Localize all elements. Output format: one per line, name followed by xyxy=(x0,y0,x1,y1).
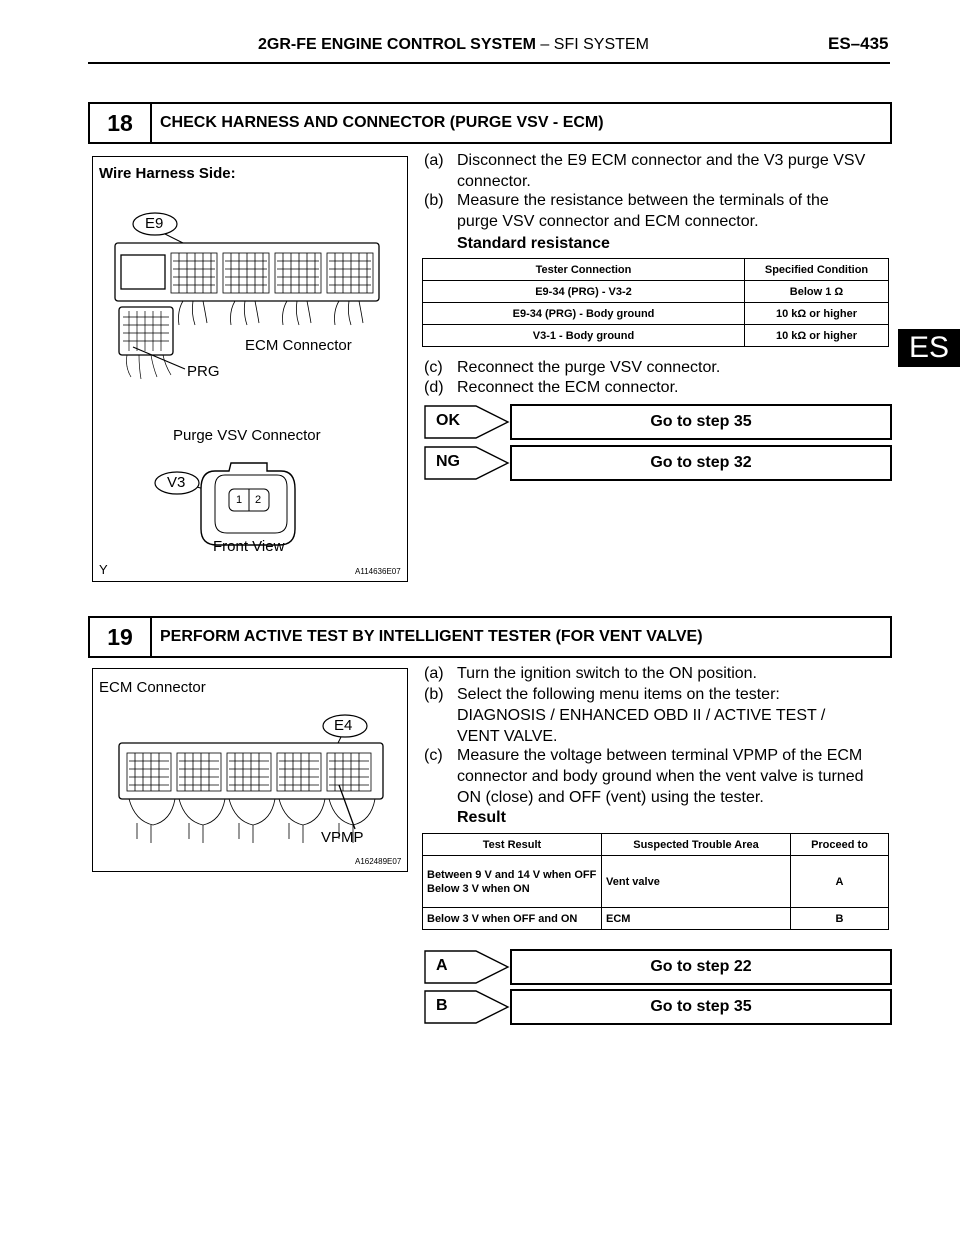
instruction-label: (c) xyxy=(424,359,443,376)
section-tab: ES xyxy=(898,329,960,367)
table-cell xyxy=(423,856,602,908)
standard-resistance-label: Standard resistance xyxy=(457,235,610,252)
instruction-label: (d) xyxy=(424,379,444,396)
header-separator: – xyxy=(540,36,550,53)
instruction-text: Disconnect the E9 ECM connector and the V3 purge VSV connector. xyxy=(457,152,866,190)
outcome-a-label: A xyxy=(436,957,448,974)
go-to-step-35-button[interactable]: Go to step 35 xyxy=(510,404,892,440)
table-cell: E9-34 (PRG) - V3-2 xyxy=(423,281,745,303)
purge-vsv-connector-label: Purge VSV Connector xyxy=(173,427,321,444)
instruction-text: Measure the resistance between the terminals of the purge VSV connector and ECM connector. xyxy=(457,192,829,230)
table-header: Tester Connection xyxy=(423,259,745,281)
step-19-title: PERFORM ACTIVE TEST BY INTELLIGENT TESTER (FOR VENT VALVE) xyxy=(160,628,703,645)
e4-label: E4 xyxy=(334,717,353,734)
step-18-header xyxy=(88,102,892,144)
header-subtitle: SFI SYSTEM xyxy=(553,36,649,53)
instruction-label: (a) xyxy=(424,665,444,682)
result-label: Result xyxy=(457,809,506,826)
step-19-number: 19 xyxy=(90,618,152,656)
table-cell: Below 1 Ω xyxy=(745,281,889,303)
v3-label: V3 xyxy=(167,474,186,491)
figure-heading: ECM Connector xyxy=(99,679,206,696)
figure-corner-mark: Y xyxy=(99,562,108,577)
figure-heading: Wire Harness Side: xyxy=(99,165,236,182)
table-cell: Below 3 V when OFF and ON xyxy=(423,908,602,930)
step-18-instruction-d xyxy=(424,377,864,398)
table-cell: ECM xyxy=(602,908,791,930)
resistance-table xyxy=(422,258,889,347)
outcome-b-label: B xyxy=(436,997,448,1014)
instruction-label: (c) xyxy=(424,747,443,764)
front-view-label: Front View xyxy=(213,538,285,555)
table-cell: V3-1 - Body ground xyxy=(423,325,745,347)
page-number: ES–435 xyxy=(828,34,889,53)
go-to-step-35-button[interactable]: Go to step 35 xyxy=(510,989,892,1025)
go-to-step-32-button[interactable]: Go to step 32 xyxy=(510,445,892,481)
table-cell-line: Below 3 V when ON xyxy=(427,882,530,895)
result-table xyxy=(422,833,889,930)
instruction-text: Reconnect the ECM connector. xyxy=(457,379,679,396)
figure-code: A162489E07 xyxy=(355,857,402,866)
instruction-text: Measure the voltage between terminal VPMP of the ECM connector and body ground when the vent valve is turned ON (close) and OFF (vent) using the tester. xyxy=(457,747,864,806)
pin-2-label: 2 xyxy=(255,494,262,506)
step-18-title: CHECK HARNESS AND CONNECTOR (PURGE VSV - ECM) xyxy=(160,114,604,131)
table-cell: Vent valve xyxy=(602,856,791,908)
table-cell: 10 kΩ or higher xyxy=(745,303,889,325)
step-18-instruction-c xyxy=(424,357,864,378)
harness-diagram xyxy=(93,157,407,581)
instruction-label: (b) xyxy=(424,686,444,703)
instruction-label: (a) xyxy=(424,152,444,169)
prg-label: PRG xyxy=(187,363,220,380)
table-header: Suspected Trouble Area xyxy=(602,834,791,856)
table-cell: A xyxy=(791,856,889,908)
table-header: Proceed to xyxy=(791,834,889,856)
header-rule xyxy=(88,62,890,64)
pin-1-label: 1 xyxy=(236,494,243,506)
step-19-header xyxy=(88,616,892,658)
table-header: Test Result xyxy=(423,834,602,856)
running-header xyxy=(258,36,649,54)
figure-wire-harness xyxy=(92,156,408,582)
instruction-text: Select the following menu items on the tester: DIAGNOSIS / ENHANCED OBD II / ACTIVE TEST / VENT VALVE. xyxy=(457,686,826,745)
header-title: 2GR-FE ENGINE CONTROL SYSTEM xyxy=(258,36,536,53)
table-cell-line: Between 9 V and 14 V when OFF xyxy=(427,868,597,881)
e9-label: E9 xyxy=(145,215,164,232)
table-cell: 10 kΩ or higher xyxy=(745,325,889,347)
outcome-ng-label: NG xyxy=(436,453,460,470)
instruction-text: Reconnect the purge VSV connector. xyxy=(457,359,721,376)
step-18-number: 18 xyxy=(90,104,152,142)
figure-code: A114636E07 xyxy=(355,567,401,576)
go-to-step-22-button[interactable]: Go to step 22 xyxy=(510,949,892,985)
outcome-ok-label: OK xyxy=(436,412,460,429)
instruction-label: (b) xyxy=(424,192,444,209)
vpmp-label: VPMP xyxy=(321,829,364,846)
table-header: Specified Condition xyxy=(745,259,889,281)
table-cell: E9-34 (PRG) - Body ground xyxy=(423,303,745,325)
instruction-text: Turn the ignition switch to the ON position. xyxy=(457,665,757,682)
table-cell: B xyxy=(791,908,889,930)
figure-ecm-connector xyxy=(92,668,408,872)
ecm-connector-label: ECM Connector xyxy=(245,337,352,354)
